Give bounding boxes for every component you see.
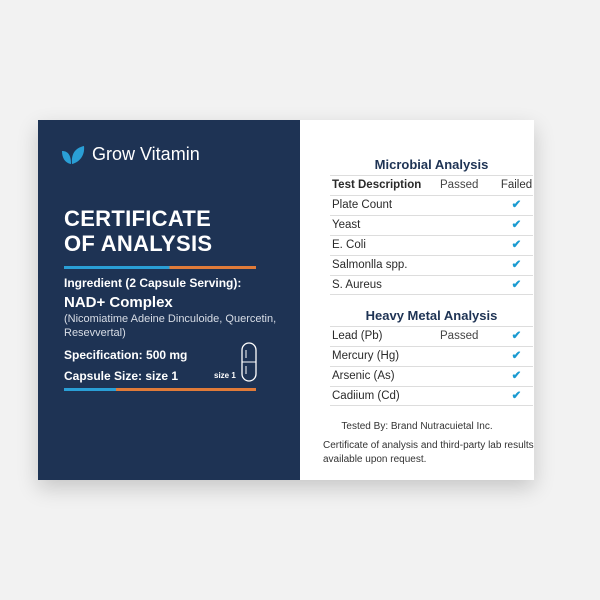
passed-cell	[440, 276, 500, 294]
components: (Nicomiatime Adeine Dinculoide, Quercetin, Resevvertal)	[64, 313, 277, 339]
test-name: Yeast	[332, 219, 361, 231]
leaf-icon	[60, 145, 86, 165]
brand-name: Grow Vitamin	[92, 144, 200, 164]
divider	[64, 388, 256, 391]
microbial-table	[330, 155, 533, 295]
header-cell: Failed	[500, 179, 533, 191]
test-name: E. Coli	[332, 239, 366, 251]
check-icon: ✔	[511, 279, 522, 291]
header-cell: Passed	[440, 179, 479, 191]
table-row	[330, 386, 533, 406]
check-icon: ✔	[511, 259, 522, 271]
table-row	[330, 195, 533, 215]
header-cell: Test Description	[332, 179, 422, 191]
test-name: Mercury (Hg)	[332, 350, 400, 362]
tested-by: Tested By: Brand Nutracuietal Inc.	[341, 421, 493, 432]
passed-cell: Passed	[440, 330, 479, 342]
passed-cell	[440, 256, 500, 275]
check-icon: ✔	[511, 219, 522, 231]
section-title: Microbial Analysis	[374, 157, 489, 172]
certificate-card	[38, 120, 534, 480]
section-title: Heavy Metal Analysis	[365, 308, 498, 323]
left-panel	[38, 120, 300, 480]
page-title: CERTIFICATE OF ANALYSIS	[64, 206, 213, 256]
passed-cell	[440, 236, 500, 255]
test-name: Lead (Pb)	[332, 330, 383, 342]
passed-cell	[440, 196, 500, 215]
divider	[64, 266, 256, 269]
table-row	[330, 275, 533, 295]
capsule-icon	[241, 342, 257, 382]
test-name: Cadiium (Cd)	[332, 390, 400, 402]
table-row	[330, 366, 533, 386]
ingredient-label: Ingredient (2 Capsule Serving):	[64, 276, 242, 290]
table-row	[330, 326, 533, 346]
check-icon: ✔	[511, 350, 522, 362]
check-icon: ✔	[511, 370, 522, 382]
table-row	[330, 255, 533, 275]
specification: Specification: 500 mg	[64, 348, 188, 362]
passed-cell	[440, 387, 500, 405]
table-row	[330, 215, 533, 235]
footer-note: Certificate of analysis and third-party lab results available upon request.	[323, 440, 534, 465]
right-panel	[300, 120, 534, 480]
check-icon: ✔	[511, 199, 522, 211]
capsule-size: Capsule Size: size 1	[64, 369, 179, 383]
test-name: S. Aureus	[332, 279, 382, 291]
table-row	[330, 235, 533, 255]
brand-logo	[60, 144, 200, 165]
test-name: Arsenic (As)	[332, 370, 395, 382]
check-icon: ✔	[511, 330, 522, 342]
check-icon: ✔	[511, 390, 522, 402]
heavy-metal-table	[330, 306, 533, 406]
passed-cell	[440, 367, 500, 386]
test-name: Plate Count	[332, 199, 393, 211]
check-icon: ✔	[511, 239, 522, 251]
test-name: Salmonlla spp.	[332, 259, 408, 271]
table-header	[330, 175, 533, 195]
product-name: NAD+ Complex	[64, 294, 173, 311]
passed-cell	[440, 216, 500, 235]
capsule-icon-label: size 1	[214, 371, 236, 380]
passed-cell	[440, 347, 500, 366]
table-row	[330, 346, 533, 366]
